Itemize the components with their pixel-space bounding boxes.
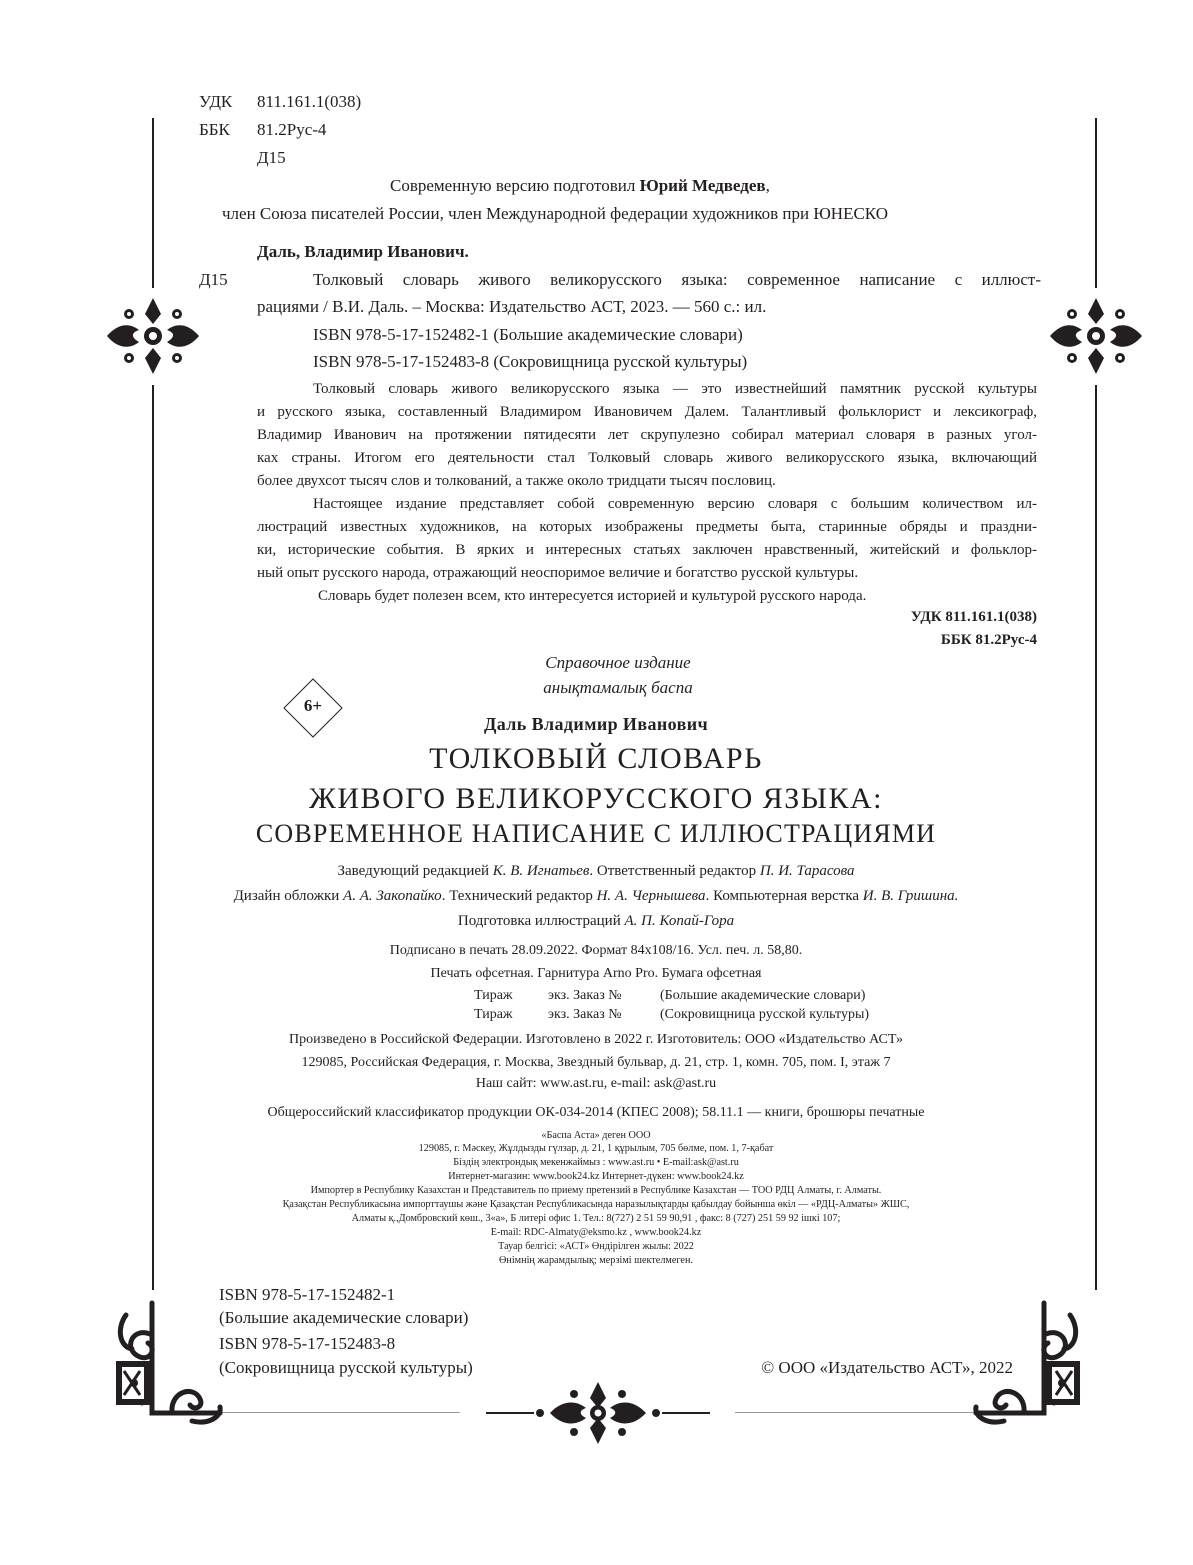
preparer-line-2: член Союза писателей России, член Международной федерации художников при ЮНЕСКО bbox=[222, 204, 888, 223]
abstract-p1-line-2: и русского языка, составленный Владимиром Ивановичем Далем. Талантливый фольклорист и лексикограф, bbox=[257, 404, 1037, 420]
print-run-1-series: (Большие академические словари) bbox=[660, 988, 866, 1003]
frame-bottom-line-left bbox=[190, 1412, 460, 1413]
abstract-p2-line-4: ный опыт русского народа, отражающий неоспоримое величие и богатство русской культуры. bbox=[257, 565, 859, 581]
credit-role-4: . Технический редактор bbox=[441, 888, 597, 904]
bib-mark: Д15 bbox=[199, 270, 228, 289]
kz-line-6: Қазақстан Республикасына импорттаушы және Қазақстан Республикасында наразылықтарды қабылдау бойынша өкіл — «РДЦ-Алматы» ЖШС, bbox=[282, 1199, 910, 1210]
udk-label: УДК bbox=[199, 92, 233, 111]
abstract-p1-line-3: Владимир Иванович на протяжении пятидесяти лет скрупулезно собирал материал словаря в разных угол- bbox=[257, 427, 1037, 443]
credits-line-1 bbox=[246, 863, 946, 880]
credits-line-2 bbox=[171, 888, 1021, 905]
bib-isbn-2: ISBN 978-5-17-152483-8 (Сокровищница русской культуры) bbox=[313, 352, 748, 371]
abstract-p2-line-2: люстраций известных художников, на которых изображены предметы быта, старинные обряды и праздни- bbox=[257, 519, 1037, 535]
print-signed: Подписано в печать 28.09.2022. Формат 84х108/16. Усл. печ. л. 58,80. bbox=[389, 943, 803, 958]
print-run-1-label: Тираж bbox=[474, 988, 513, 1003]
edition-type-kz: анықтамалық баспа bbox=[543, 678, 693, 697]
edition-type-ru: Справочное издание bbox=[545, 653, 691, 672]
preparer-name: Юрий Медведев bbox=[639, 176, 766, 195]
preparer-suffix: , bbox=[765, 176, 770, 195]
footer-isbn-2-series: (Сокровищница русской культуры) bbox=[219, 1358, 473, 1377]
kz-line-1: «Баспа Аста» деген ООО bbox=[541, 1130, 651, 1141]
frame-left-line-top bbox=[152, 118, 154, 288]
credits-line-3 bbox=[346, 913, 846, 930]
kz-line-5: Импортер в Республику Казахстан и Представитель по приему претензий в Республике Казахстан — ТОО РДЦ Алматы, г. Алматы. bbox=[310, 1185, 882, 1196]
title-line-3: СОВРЕМЕННОЕ НАПИСАНИЕ С ИЛЛЮСТРАЦИЯМИ bbox=[255, 819, 937, 848]
footer-copyright: © ООО «Издательство АСТ», 2022 bbox=[761, 1358, 1013, 1377]
credit-role-5: . Компьютерная верстка bbox=[705, 888, 863, 904]
bbk-value: 81.2Рус-4 bbox=[257, 120, 327, 139]
credit-name-5: И. В. Гришина. bbox=[862, 888, 959, 904]
credit-role-6: Подготовка иллюстраций bbox=[457, 913, 625, 929]
left-fleuron-icon bbox=[99, 296, 207, 376]
frame-right-line-top bbox=[1095, 118, 1097, 288]
kz-line-8: E-mail: RDC-Almaty@eksmo.kz , www.book24.kz bbox=[490, 1227, 702, 1238]
frame-bottom-line-right bbox=[735, 1412, 1005, 1413]
preparer-line-1 bbox=[390, 176, 770, 196]
kz-line-9: Тауар белгісі: «АСТ» Өндірілген жылы: 2022 bbox=[498, 1241, 694, 1252]
bottom-center-ornament-icon bbox=[480, 1378, 716, 1448]
print-run-2-label: Тираж bbox=[474, 1007, 513, 1022]
kz-line-10: Өнімнің жарамдылық; мерзімі шектелмеген. bbox=[499, 1255, 693, 1266]
kz-line-7: Алматы қ.,Домбровский көш., 3«а», Б литері офис 1. Тел.: 8(727) 2 51 59 90,91 , факс: 8 (727) 251 59 92 ішкі 107; bbox=[351, 1213, 841, 1224]
bib-isbn-1: ISBN 978-5-17-152482-1 (Большие академические словари) bbox=[313, 325, 743, 344]
kz-line-2: 129085, г. Мәскеу, Жұлдызды гүлзар, д. 21, 1 құрылым, 705 бөлме, пом. 1, 7-қабат bbox=[418, 1143, 774, 1154]
abstract-p1-line-1: Толковый словарь живого великорусского языка — это известнейший памятник русской культуры bbox=[313, 381, 1037, 397]
title-line-1: ТОЛКОВЫЙ СЛОВАРЬ bbox=[429, 742, 763, 775]
frame-right-line-bottom bbox=[1095, 385, 1097, 1290]
kz-line-4: Интернет-магазин: www.book24.kz Интернет-дүкен: www.book24.kz bbox=[448, 1171, 744, 1182]
credit-role-1: Заведующий редакцией bbox=[337, 863, 493, 879]
bib-line-2: рациями / В.И. Даль. – Москва: Издательство АСТ, 2023. — 560 с.: ил. bbox=[257, 297, 767, 316]
preparer-prefix: Современную версию подготовил bbox=[390, 176, 640, 195]
abstract-p2-line-1: Настоящее издание представляет собой современную версию словаря с большим количеством ил- bbox=[313, 496, 1037, 512]
corner-ornament-left-icon bbox=[112, 1295, 224, 1425]
footer-isbn-1-series: (Большие академические словари) bbox=[219, 1308, 469, 1327]
print-run-1-order: экз. Заказ № bbox=[548, 988, 622, 1003]
print-made: Произведено в Российской Федерации. Изготовлено в 2022 г. Изготовитель: ООО «Издательство АСТ» bbox=[288, 1032, 904, 1047]
age-rating-text: 6+ bbox=[303, 696, 323, 715]
abstract-p1-line-4: ках страны. Итогом его деятельности стал Толковый словарь живого великорусского языка, включающий bbox=[257, 450, 1037, 466]
print-address: 129085, Российская Федерация, г. Москва, Звездный бульвар, д. 21, стр. 1, комн. 705, пом. I, этаж 7 bbox=[301, 1055, 891, 1070]
abstract-p2-line-3: ки, исторические события. В ярких и интересных статьях заключен нравственный, житейский и фольклор- bbox=[257, 542, 1037, 558]
kz-line-3: Біздің электрондық мекенжаймыз : www.ast.ru • E-mail:ask@ast.ru bbox=[453, 1157, 739, 1168]
credit-name-3: А. А. Закопайко bbox=[343, 888, 442, 904]
abstract-udk: УДК 811.161.1(038) bbox=[910, 609, 1037, 625]
bib-line-1: Толковый словарь живого великорусского языка: современное написание с иллюст- bbox=[313, 270, 1041, 289]
footer-isbn-1: ISBN 978-5-17-152482-1 bbox=[219, 1285, 396, 1304]
credit-role-3: Дизайн обложки bbox=[233, 888, 344, 904]
print-run-2-series: (Сокровищница русской культуры) bbox=[660, 1007, 870, 1022]
footer-isbn-2: ISBN 978-5-17-152483-8 bbox=[219, 1334, 396, 1353]
age-rating-badge bbox=[283, 678, 343, 738]
bbk-label: ББК bbox=[199, 120, 230, 139]
frame-left-line-bottom bbox=[152, 385, 154, 1290]
udk-value: 811.161.1(038) bbox=[257, 92, 362, 111]
credit-name-1: К. В. Игнатьев bbox=[492, 863, 590, 879]
abstract-p1-line-5: более двухсот тысяч слов и толкований, а также около тридцати тысяч пословиц. bbox=[257, 473, 776, 489]
credit-role-2: . Ответственный редактор bbox=[589, 863, 760, 879]
abstract-bbk: ББК 81.2Рус-4 bbox=[940, 632, 1037, 648]
title-line-2: ЖИВОГО ВЕЛИКОРУССКОГО ЯЗЫКА: bbox=[309, 782, 883, 815]
right-fleuron-icon bbox=[1042, 296, 1150, 376]
bib-author: Даль, Владимир Иванович. bbox=[257, 242, 469, 261]
print-run-2-order: экз. Заказ № bbox=[548, 1007, 622, 1022]
credit-name-4: Н. А. Чернышева bbox=[596, 888, 706, 904]
credit-name-6: А. П. Копай-Гора bbox=[624, 913, 735, 929]
print-site: Наш сайт: www.ast.ru, e-mail: ask@ast.ru bbox=[475, 1076, 717, 1091]
print-offset: Печать офсетная. Гарнитура Arno Pro. Бумага офсетная bbox=[430, 966, 762, 981]
print-okp: Общероссийский классификатор продукции ОК-034-2014 (КПЕС 2008); 58.11.1 — книги, брошюры печатные bbox=[267, 1105, 925, 1120]
abstract-p3: Словарь будет полезен всем, кто интересуется историей и культурой русского народа. bbox=[318, 588, 867, 604]
edition-author: Даль Владимир Иванович bbox=[483, 714, 709, 734]
credit-name-2: П. И. Тарасова bbox=[759, 863, 855, 879]
author-mark: Д15 bbox=[257, 148, 286, 167]
